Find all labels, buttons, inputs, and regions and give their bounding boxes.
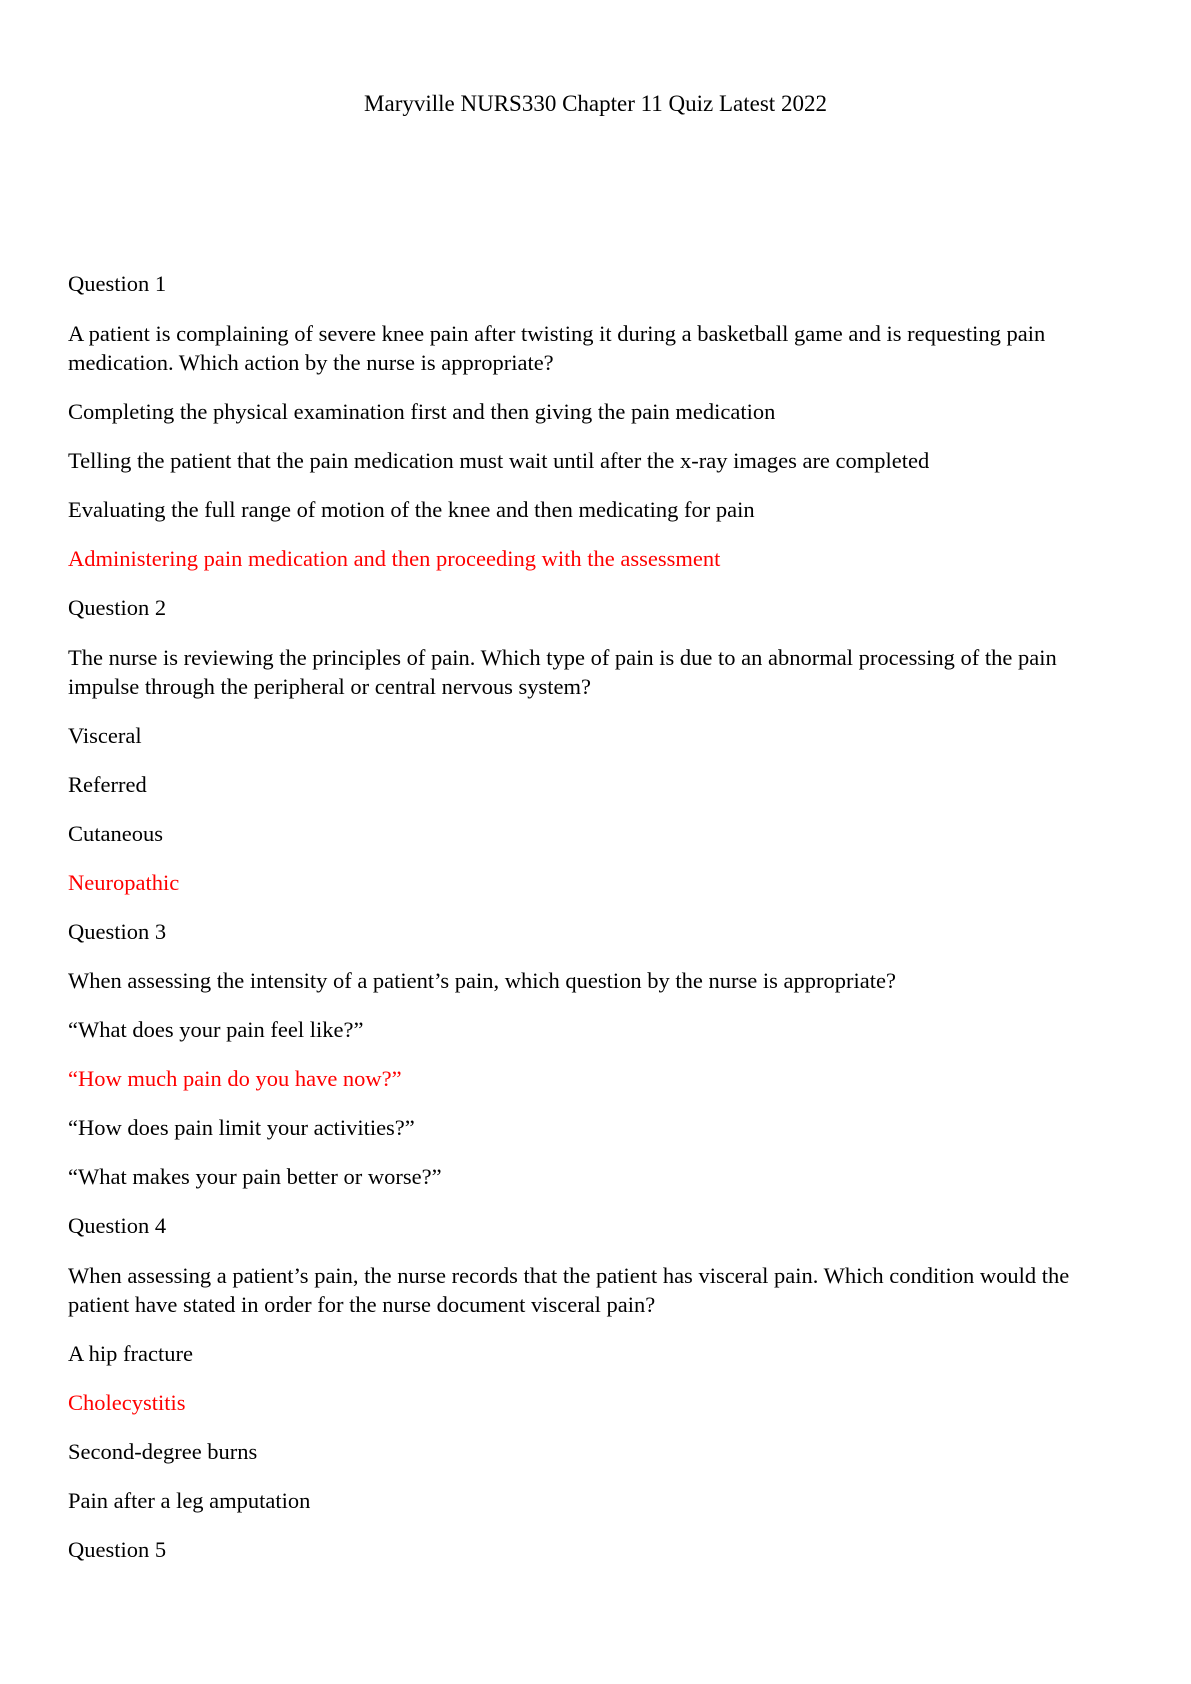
question-1-prompt: A patient is complaining of severe knee pain after twisting it during a basketball game and is requesting pain medication. Which action by the nurse is appropriate? [68,321,1046,375]
question-1-label: Question 1 [68,271,167,296]
question-2-correct-answer: Neuropathic [68,870,180,895]
question-2-option-a: Visceral [68,723,142,748]
question-3-option-d: “What makes your pain better or worse?” [68,1164,442,1189]
question-4-label: Question 4 [68,1213,167,1238]
question-4-option-a: A hip fracture [68,1341,193,1366]
question-1-correct-answer: Administering pain medication and then proceeding with the assessment [68,546,721,571]
question-3-label: Question 3 [68,919,167,944]
question-2-option-c: Cutaneous [68,821,163,846]
question-2-label: Question 2 [68,595,167,620]
question-1-option-b: Telling the patient that the pain medication must wait until after the x-ray images are completed [68,448,930,473]
question-4-prompt: When assessing a patient’s pain, the nurse records that the patient has visceral pain. Which condition would the patient have stated in order for the nurse document visceral pain? [68,1263,1070,1317]
question-5-label: Question 5 [68,1537,167,1562]
question-4-option-c: Second-degree burns [68,1439,258,1464]
question-3-option-c: “How does pain limit your activities?” [68,1115,415,1140]
document-title: Maryville NURS330 Chapter 11 Quiz Latest 2022 [364,91,827,116]
question-3-correct-answer: “How much pain do you have now?” [68,1066,402,1091]
question-2-option-b: Referred [68,772,147,797]
question-4-correct-answer: Cholecystitis [68,1390,186,1415]
quiz-content [68,270,1128,1585]
question-2-prompt: The nurse is reviewing the principles of pain. Which type of pain is due to an abnormal processing of the pain impulse through the peripheral or central nervous system? [68,645,1057,699]
question-1-option-c: Evaluating the full range of motion of the knee and then medicating for pain [68,497,755,522]
question-1-option-a: Completing the physical examination first and then giving the pain medication [68,399,776,424]
question-3-prompt: When assessing the intensity of a patient’s pain, which question by the nurse is appropriate? [68,968,896,993]
question-3-option-a: “What does your pain feel like?” [68,1017,364,1042]
question-4-option-d: Pain after a leg amputation [68,1488,311,1513]
